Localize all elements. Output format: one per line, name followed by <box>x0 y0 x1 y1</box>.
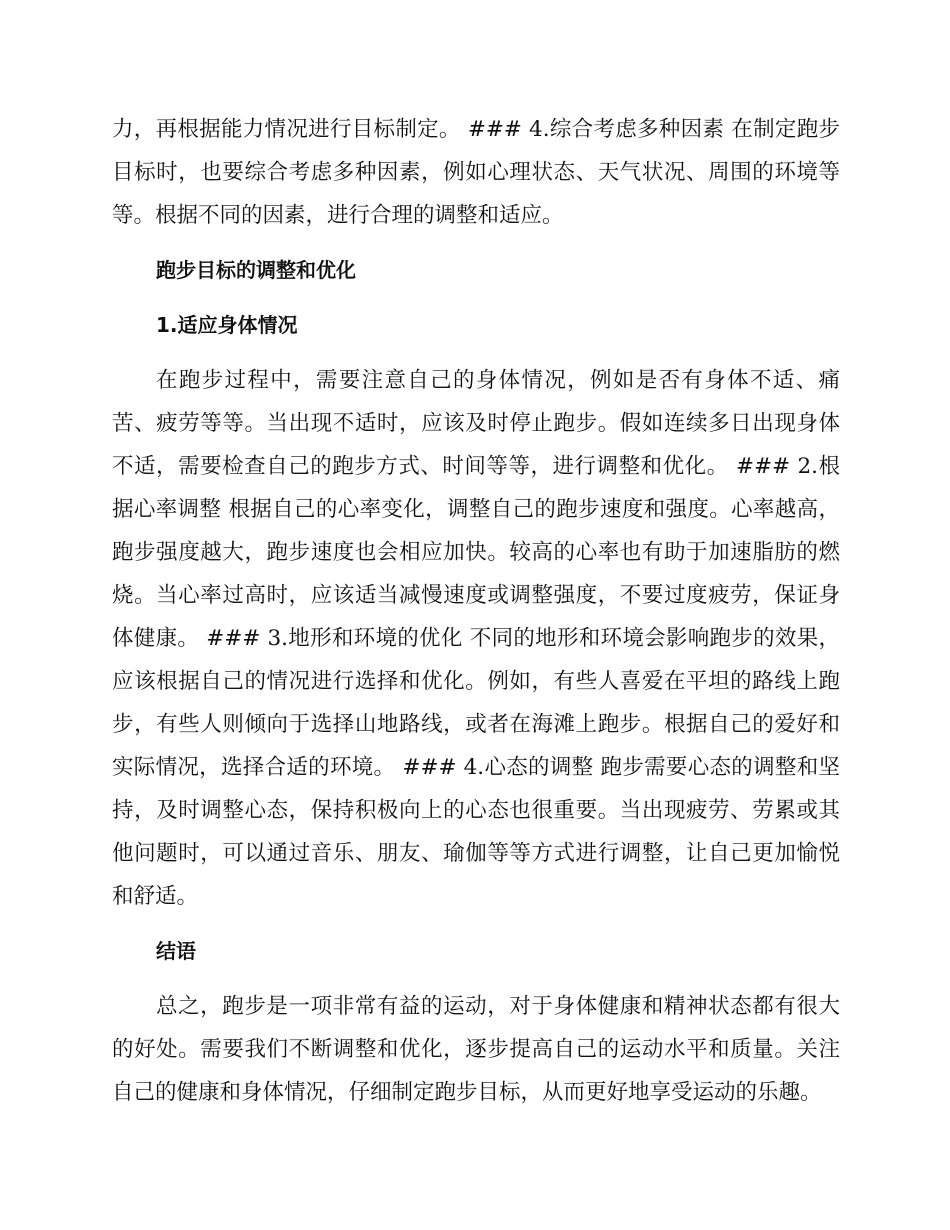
paragraph-conclusion: 总之，跑步是一项非常有益的运动，对于身体健康和精神状态都有很大的好处。需要我们不断调整和优化，逐步提高自己的运动水平和质量。关注自己的健康和身体情况，仔细制定跑步目标，从而更好地享受运动的乐趣。 <box>112 994 840 1105</box>
document-body <box>112 108 840 1114</box>
paragraph-goal-factors: 力，再根据能力情况进行目标制定。 ### 4.综合考虑多种因素 在制定跑步目标时，也要综合考虑多种因素，例如心理状态、天气状况、周围的环境等等。根据不同的因素，进行合理的调整和适应。 <box>112 117 840 228</box>
section-heading-adjustment: 跑步目标的调整和优化 <box>156 258 356 282</box>
section-heading-conclusion: 结语 <box>156 939 196 963</box>
paragraph-adjustment-details: 在跑步过程中，需要注意自己的身体情况，例如是否有身体不适、痛苦、疲劳等等。当出现不适时，应该及时停止跑步。假如连续多日出现身体不适，需要检查自己的跑步方式、时间等等，进行调整和优化。 ### 2.根据心率调整 根据自己的心率变化，调整自己的跑步速度和强度。心率越高，跑步强度越大，跑步速度也会相应加快。较高的心率也有助于加速脂肪的燃烧。当心率过高时，应该适当减慢速度或调整强度，不要过度疲劳，保证身体健康。 ### 3.地形和环境的优化 不同的地形和环境会影响跑步的效果，应该根据自己的情况进行选择和优化。例如，有些人喜爱在平坦的路线上跑步，有些人则倾向于选择山地路线，或者在海滩上跑步。根据自己的爱好和实际情况，选择合适的环境。 ### 4.心态的调整 跑步需要心态的调整和坚持，及时调整心态，保持积极向上的心态也很重要。当出现疲劳、劳累或其他问题时，可以通过音乐、朋友、瑜伽等等方式进行调整，让自己更加愉悦和舒适。 <box>112 368 840 909</box>
subsection-heading-body: 1.适应身体情况 <box>156 313 298 337</box>
